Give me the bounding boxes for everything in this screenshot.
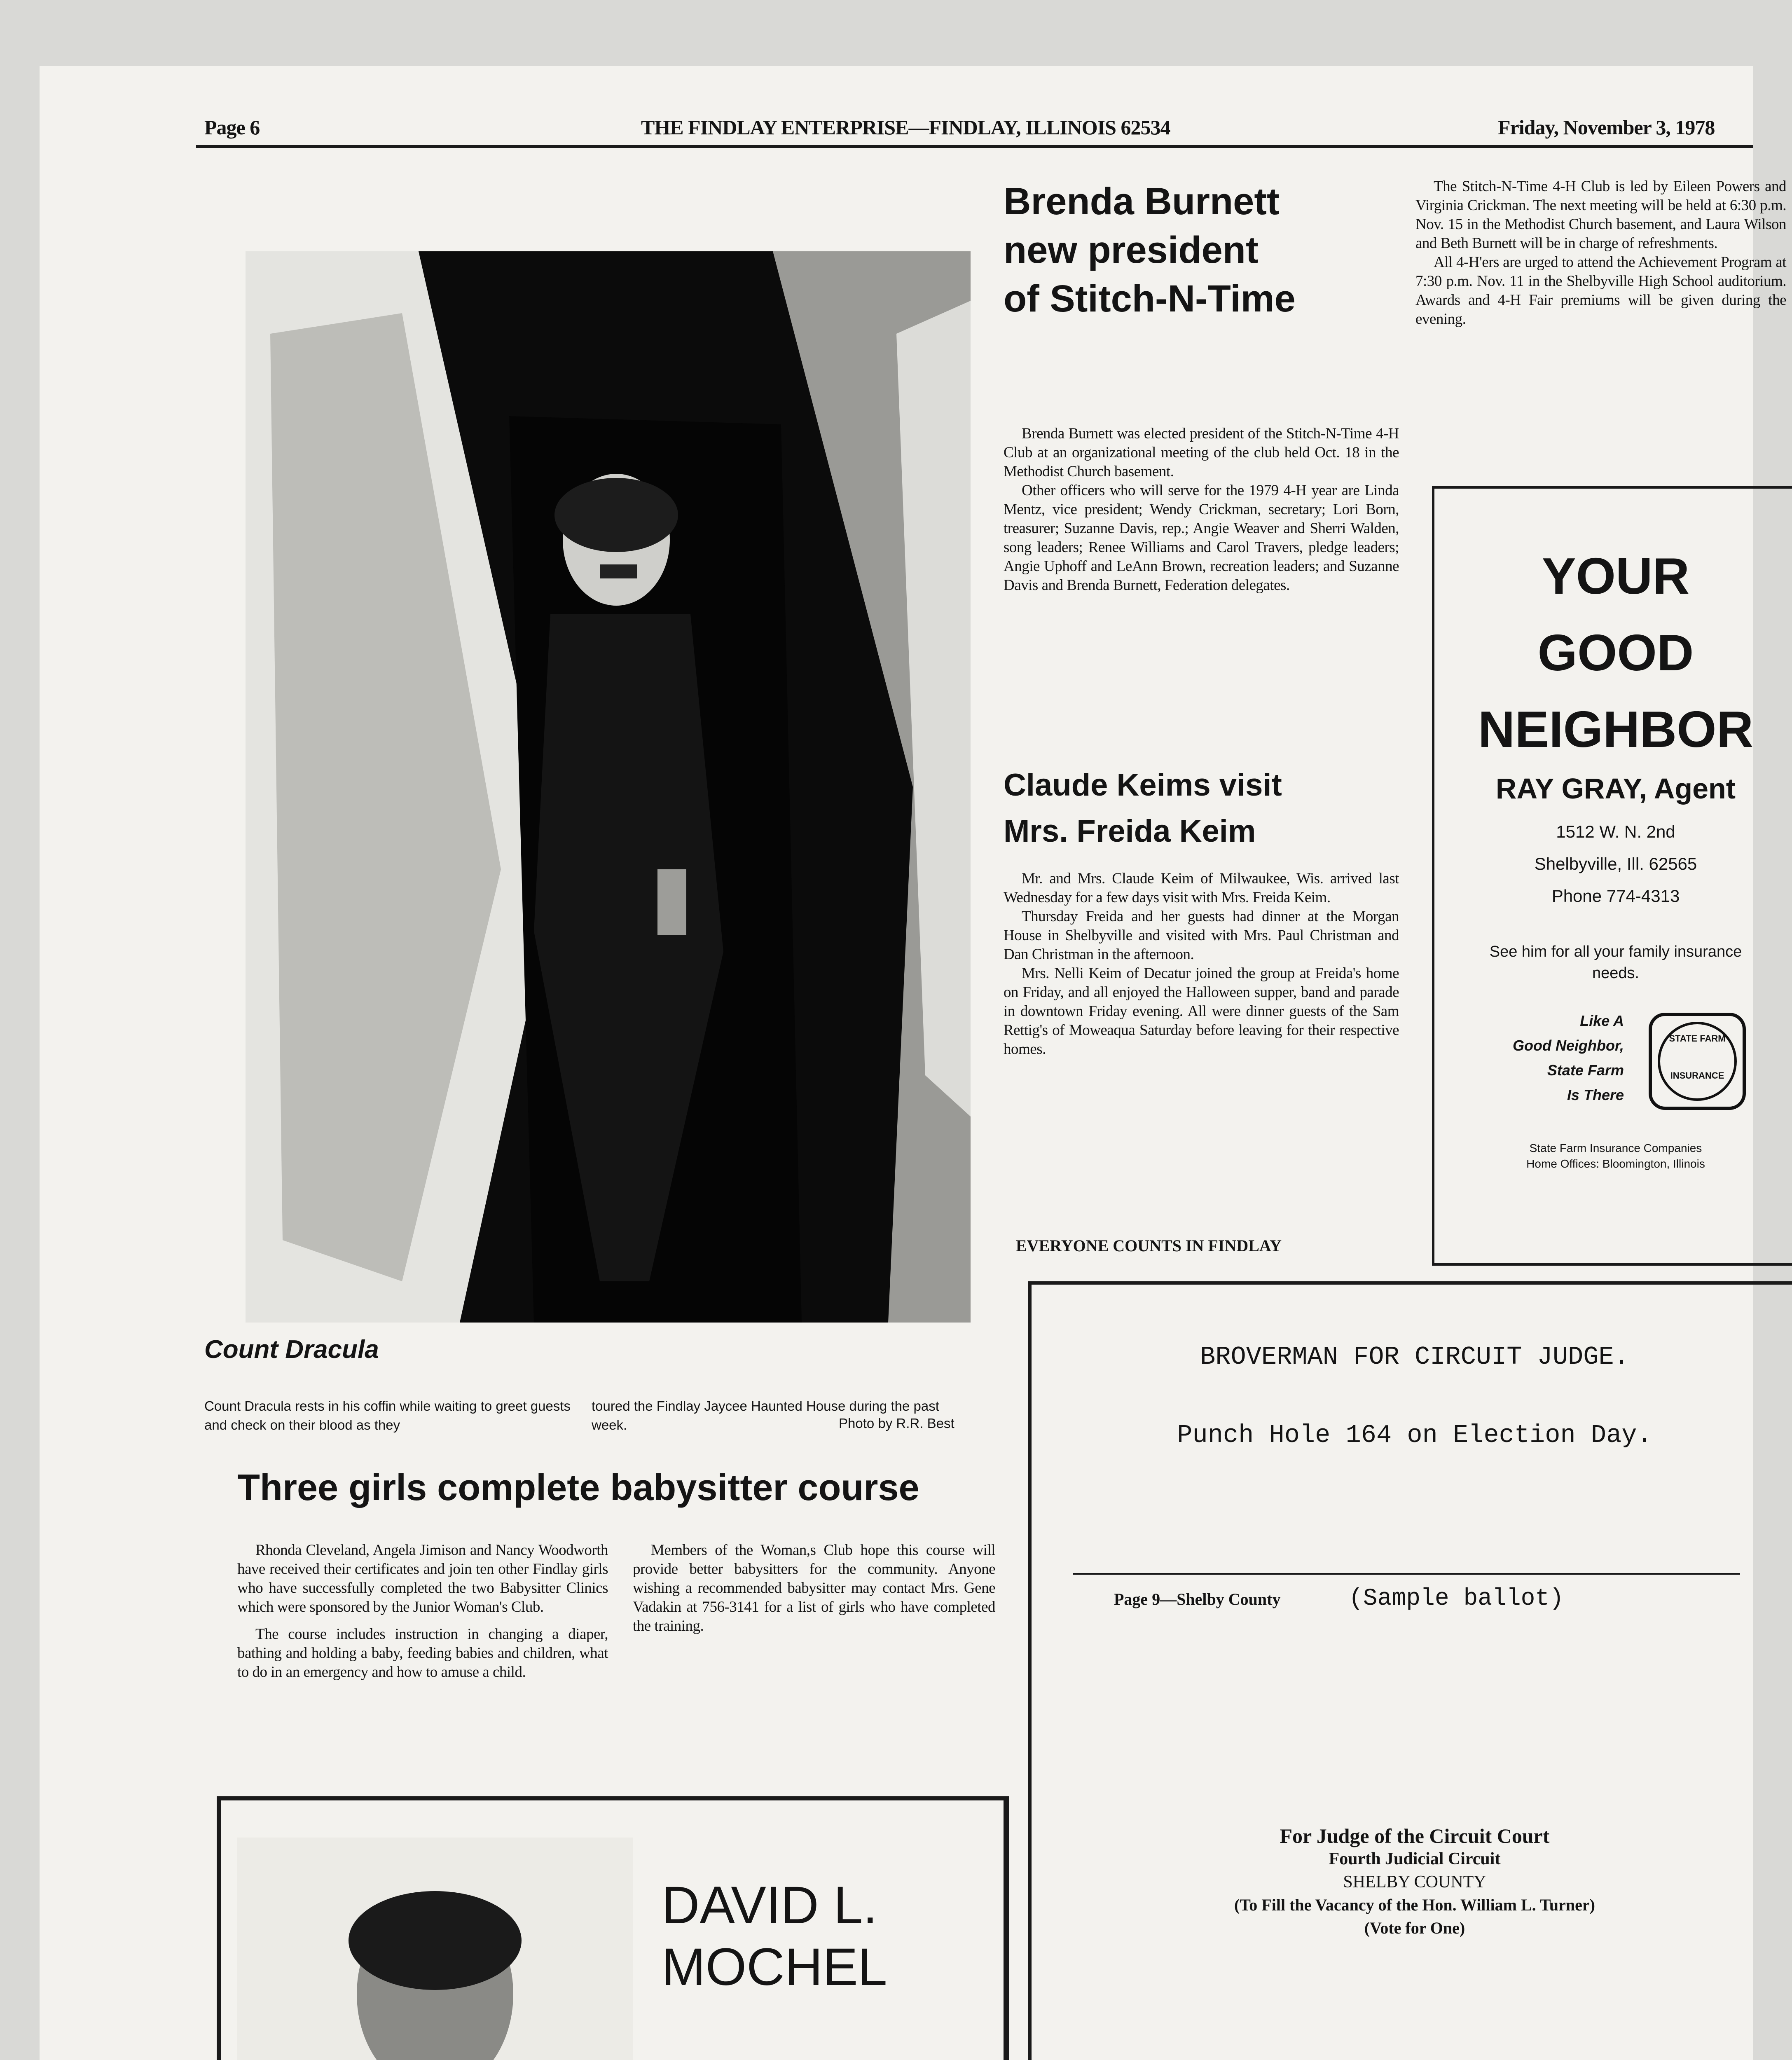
claude-body — [1004, 869, 1399, 1059]
statefarm-address — [1434, 816, 1792, 912]
babysit-body-col2 — [633, 1541, 995, 1636]
dracula-photo — [246, 251, 971, 1323]
claude-paragraph-1: Mr. and Mrs. Claude Keim of Milwaukee, Wis. arrived last Wednesday for a few days visit with Mrs. Freida Keim. — [1004, 870, 1399, 906]
brenda-headline-line2: new president — [1004, 229, 1259, 271]
statefarm-logo-bottom: INSURANCE — [1670, 1070, 1724, 1081]
brenda-continued — [1415, 177, 1786, 329]
brenda-paragraph-2: Other officers who will serve for the 1979 4-H year are Linda Mentz, vice president; Wendy Crickman, secretary; Lori Born, treasurer; Suzanne Davis, rep.; Angie Weaver and Sherri Walden, song leaders; Renee Williams and Carol Travers, pledge leaders; Angie Uphoff and LeAnn Brown, recreation leaders; and Suzanne Davis and Brenda Burnett, Federation delegates. — [1004, 482, 1399, 594]
babysit-paragraph-2: The course includes instruction in changing a diaper, bathing and holding a baby, feeding babies and children, what to do in an emergency and how to amuse a child. — [237, 1626, 608, 1681]
ballot-sample-label: (Sample ballot) — [1349, 1585, 1564, 1612]
statefarm-ad — [1432, 486, 1792, 1266]
babysit-headline: Three girls complete babysitter course — [237, 1467, 919, 1508]
statefarm-slogan-line4: Is There — [1567, 1086, 1624, 1103]
statefarm-slogan — [1459, 1009, 1624, 1107]
brenda-cont-paragraph-1: The Stitch-N-Time 4-H Club is led by Eileen Powers and Virginia Crickman. The next meeting will be held at 6:30 p.m. Nov. 15 in the Methodist Church basement, and Laura Wilson and Beth Burnett will be in charge of refreshments. — [1415, 178, 1786, 252]
issue-date: Friday, November 3, 1978 — [1498, 116, 1715, 139]
statefarm-logo-top: STATE FARM — [1669, 1033, 1726, 1044]
ballot-rule — [1073, 1573, 1740, 1575]
ballot-race — [1032, 1824, 1792, 1940]
statefarm-line1: YOUR — [1542, 548, 1690, 605]
babysit-body-col1 — [237, 1541, 608, 1682]
statefarm-line2: GOOD — [1537, 625, 1694, 681]
claude-headline-line1: Claude Keims visit — [1004, 768, 1282, 803]
broverman-ad — [1028, 1281, 1792, 2060]
page-number: Page 6 — [204, 116, 260, 139]
ballot-race-title: For Judge of the Circuit Court — [1280, 1824, 1550, 1847]
masthead: THE FINDLAY ENTERPRISE—FINDLAY, ILLINOIS 62534 — [641, 116, 1170, 139]
ballot-race-county: SHELBY COUNTY — [1343, 1873, 1486, 1891]
statefarm-address-line1: 1512 W. N. 2nd — [1556, 822, 1675, 841]
mochel-name-line1: DAVID L. — [662, 1876, 877, 1935]
statefarm-logo — [1649, 1013, 1746, 1110]
brenda-body — [1004, 424, 1399, 595]
ballot-page-ref: Page 9—Shelby County — [1114, 1590, 1281, 1608]
brenda-headline-line1: Brenda Burnett — [1004, 180, 1280, 222]
brenda-headline — [1004, 177, 1296, 323]
statefarm-slogan-line2: Good Neighbor, — [1513, 1037, 1624, 1054]
ballot-race-vacancy: (To Fill the Vacancy of the Hon. William L. Turner) — [1234, 1896, 1595, 1914]
statefarm-headline — [1434, 538, 1792, 768]
broverman-top-1: BROVERMAN FOR CIRCUIT JUDGE. — [1200, 1342, 1629, 1372]
statefarm-slogan-line3: State Farm — [1547, 1062, 1624, 1079]
brenda-cont-paragraph-2: All 4-H'ers are urged to attend the Achievement Program at 7:30 p.m. Nov. 11 in the Shelbyville High School auditorium. Awards and 4-H Fair premiums will be given during the evening. — [1415, 254, 1786, 328]
ballot-race-vote-for: (Vote for One) — [1364, 1919, 1465, 1937]
photo-title: Count Dracula — [204, 1335, 379, 1364]
statefarm-logo-oval — [1658, 1022, 1737, 1101]
statefarm-footer — [1434, 1140, 1792, 1172]
claude-paragraph-2: Thursday Freida and her guests had dinner at the Morgan House in Shelbyville and visited with Mrs. Paul Christman and Dan Christman in the afternoon. — [1004, 908, 1399, 963]
mochel-name-line2: MOCHEL — [662, 1938, 887, 1997]
photo-caption-a: Count Dracula rests in his coffin while waiting to greet guests and check on their blood as they — [204, 1398, 571, 1433]
claude-headline-line2: Mrs. Freida Keim — [1004, 814, 1256, 849]
mochel-name — [662, 1875, 887, 1998]
statefarm-slogan-block — [1434, 1009, 1792, 1132]
babysit-paragraph-1: Rhonda Cleveland, Angela Jimison and Nancy Woodworth have received their certificates and join ten other Findlay girls who have successfully completed the two Babysitter Clinics which were sponsored by the Junior Woman's Club. — [237, 1542, 608, 1615]
statefarm-footer-line1: State Farm Insurance Companies — [1529, 1142, 1702, 1154]
broverman-top-2: Punch Hole 164 on Election Day. — [1177, 1421, 1652, 1450]
header-rule — [196, 145, 1753, 148]
statefarm-note: See him for all your family insurance needs. — [1489, 943, 1742, 982]
statefarm-footer-line2: Home Offices: Bloomington, Illinois — [1526, 1157, 1705, 1170]
claude-headline — [1004, 762, 1282, 854]
statefarm-line3: NEIGHBOR — [1478, 701, 1754, 758]
babysit-paragraph-3: Members of the Woman,s Club hope this course will provide better babysitters for the community. Anyone wishing a recommended babysitter may contact Mrs. Gene Vadakin at 756-3141 for a list of girls who have completed the training. — [633, 1542, 995, 1634]
mochel-portrait — [237, 1838, 633, 2060]
claude-slogan: EVERYONE COUNTS IN FINDLAY — [1016, 1236, 1282, 1255]
mochel-ad — [217, 1796, 1009, 2060]
statefarm-address-line2: Shelbyville, Ill. 62565 — [1534, 854, 1697, 873]
brenda-headline-line3: of Stitch-N-Time — [1004, 278, 1296, 320]
statefarm-agent: RAY GRAY, Agent — [1495, 772, 1736, 805]
statefarm-slogan-line1: Like A — [1580, 1012, 1624, 1029]
claude-paragraph-3: Mrs. Nelli Keim of Decatur joined the group at Freida's home on Friday, and all enjoyed the Halloween supper, band and parade in downtown Friday evening. All were dinner guests of the Sam Rettig's of Moweaqua Saturday before leaving for their respective homes. — [1004, 965, 1399, 1058]
brenda-paragraph-1: Brenda Burnett was elected president of the Stitch-N-Time 4-H Club at an organizational meeting of the club held Oct. 18 in the Methodist Church basement. — [1004, 425, 1399, 480]
ballot-race-circuit: Fourth Judicial Circuit — [1329, 1849, 1501, 1868]
statefarm-phone: Phone 774-4313 — [1551, 886, 1680, 906]
photo-credit: Photo by R.R. Best — [839, 1416, 954, 1431]
photo-caption-b: toured the Findlay Jaycee Haunted House during the past week. — [592, 1398, 939, 1433]
newspaper-page — [40, 66, 1786, 2060]
